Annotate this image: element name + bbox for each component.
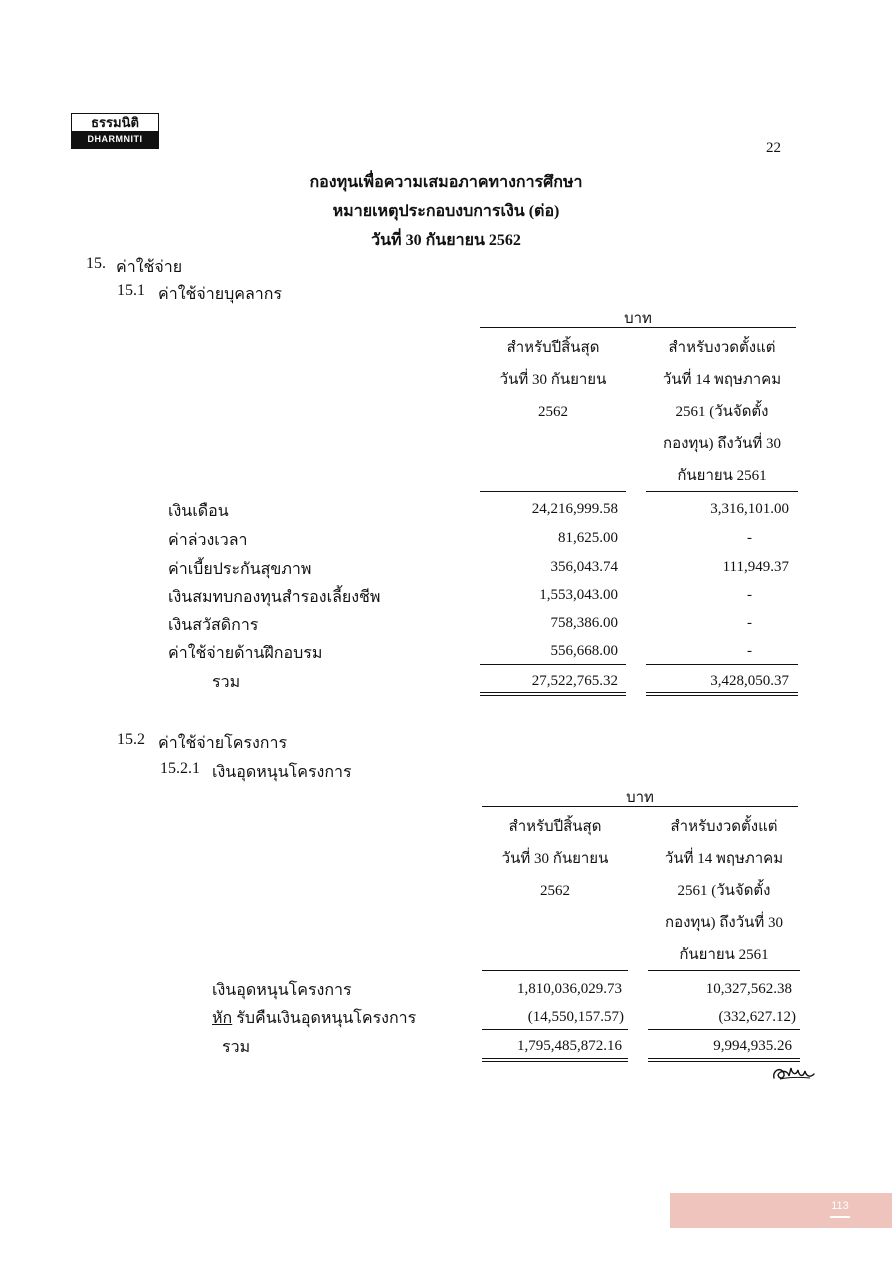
table1-currency-rule [480,327,796,328]
section-15-2-label: ค่าใช้จ่ายโครงการ [158,735,288,752]
section-15-label: ค่าใช้จ่าย [116,259,183,276]
table1-row-value-2561: - [747,643,752,659]
table1-col1-header-rule [480,491,626,492]
table2-col1-line2: วันที่ 30 กันยายน [501,851,609,867]
dharmniti-logo [71,113,159,149]
table1-row-label: เงินสมทบกองทุนสำรองเลี้ยงชีพ [168,589,381,606]
table1-total-double-rule-col1 [480,692,626,696]
table1-row-value-2561: 111,949.37 [722,559,789,575]
table1-col2-line5: กันยายน 2561 [677,468,767,484]
table2-col2-header-rule [648,970,800,971]
table2-currency-rule [482,806,798,807]
table1-subtotal-rule-col1 [480,664,626,665]
document-title-fund: กองทุนเพื่อความเสมอภาคทางการศึกษา [309,174,583,191]
table1-row-label: ค่าล่วงเวลา [168,532,248,549]
table2-col1-header [482,811,628,907]
table1-col1-line3: 2562 [538,404,568,420]
table2-total-value-2562: 1,795,485,872.16 [517,1038,622,1054]
table1-col1-line2: วันที่ 30 กันยายน [499,372,607,388]
section-15-number: 15. [86,255,106,272]
table2-refund-prefix: หัก [212,1010,233,1027]
table1-col2-line3: 2561 (วันจัดตั้ง [675,404,769,420]
table1-total-value-2561: 3,428,050.37 [710,673,789,689]
section-15-2-number: 15.2 [117,731,145,748]
section-15-1-label: ค่าใช้จ่ายบุคลากร [158,286,283,303]
table2-subtotal-rule-col1 [482,1029,628,1030]
document-title-notes: หมายเหตุประกอบงบการเงิน (ต่อ) [332,203,560,220]
table2-col1-line1: สำหรับปีสิ้นสุด [508,819,602,835]
table1-row-value-2561: - [747,615,752,631]
table1-row-value-2561: - [747,530,752,546]
table2-col2-line2: วันที่ 14 พฤษภาคม [664,851,784,867]
table2-project-subsidy-label: เงินอุดหนุนโครงการ [212,982,352,999]
table1-col2-line4: กองทุน) ถึงวันที่ 30 [662,436,782,452]
table1-col2-header-rule [646,491,798,492]
table1-row-value-2562: 1,553,043.00 [539,587,618,603]
table2-col2-line3: 2561 (วันจัดตั้ง [677,883,771,899]
table1-row-value-2562: 758,386.00 [550,615,618,631]
table1-col2-line1: สำหรับงวดตั้งแต่ [668,340,776,356]
footer-page-underline [830,1216,850,1218]
table2-subtotal-rule-col2 [648,1029,800,1030]
table1-currency: บาท [624,311,652,327]
table1-row-label: เงินสวัสดิการ [168,617,259,634]
table2-col2-header [648,811,800,971]
table1-row-value-2562: 356,043.74 [550,559,618,575]
table2-col1-line3: 2562 [540,883,570,899]
logo-thai-text: ธรรมนิติ [72,114,158,131]
table1-col1-header [480,332,626,428]
table2-project-subsidy-value-2562: 1,810,036,029.73 [517,981,622,997]
page-number: 22 [766,140,781,156]
table1-total-label: รวม [212,674,241,691]
table1-col2-line2: วันที่ 14 พฤษภาคม [662,372,782,388]
table2-currency: บาท [626,790,654,806]
table1-row-value-2561: 3,316,101.00 [710,501,789,517]
table1-total-value-2562: 27,522,765.32 [531,673,618,689]
table2-refund-text: รับคืนเงินอุดหนุนโครงการ [236,1010,417,1027]
table2-total-label: รวม [222,1039,251,1056]
logo-english-text: DHARMNITI [72,131,158,148]
section-15-1-number: 15.1 [117,282,145,299]
document-title-date: วันที่ 30 กันยายน 2562 [371,232,521,249]
section-15-2-1-label: เงินอุดหนุนโครงการ [212,764,352,781]
table2-total-value-2561: 9,994,935.26 [713,1038,792,1054]
table1-row-value-2561: - [747,587,752,603]
footer-page-number: 113 [831,1200,849,1212]
table1-total-double-rule-col2 [646,692,798,696]
table2-refund-value-2562: (14,550,157.57) [527,1009,624,1025]
footer-bar [670,1193,892,1228]
table1-row-label: ค่าใช้จ่ายด้านฝึกอบรม [168,645,323,662]
table1-subtotal-rule-col2 [646,664,798,665]
table1-col1-line1: สำหรับปีสิ้นสุด [506,340,600,356]
table2-project-subsidy-value-2561: 10,327,562.38 [705,981,792,997]
table2-refund-value-2561: (332,627.12) [718,1009,796,1025]
table1-row-value-2562: 556,668.00 [550,643,618,659]
table2-col2-line1: สำหรับงวดตั้งแต่ [670,819,778,835]
table1-row-value-2562: 24,216,999.58 [531,501,618,517]
table2-col2-line5: กันยายน 2561 [679,947,769,963]
table2-total-double-rule-col1 [482,1058,628,1062]
table2-col1-header-rule [482,970,628,971]
handwritten-signature-icon [770,1058,816,1084]
table2-refund-label [212,1006,416,1031]
table1-row-label: เงินเดือน [168,503,229,520]
table1-row-label: ค่าเบี้ยประกันสุขภาพ [168,561,312,578]
section-15-2-1-number: 15.2.1 [160,760,200,777]
table2-col2-line4: กองทุน) ถึงวันที่ 30 [664,915,784,931]
table1-col2-header [646,332,798,492]
table1-row-value-2562: 81,625.00 [558,530,618,546]
